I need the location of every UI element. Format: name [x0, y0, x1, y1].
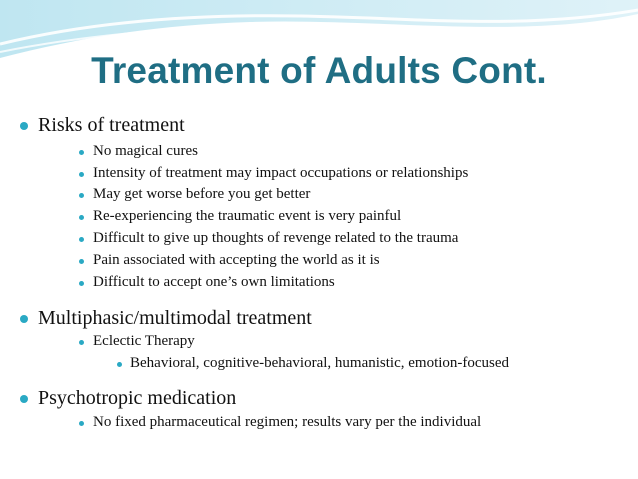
list-item [93, 143, 198, 160]
bullet-icon [20, 395, 28, 403]
list-item [93, 274, 335, 291]
section-heading-multiphasic [38, 307, 312, 330]
list-item [93, 165, 468, 182]
list-item [93, 230, 458, 247]
section-heading-risks [38, 114, 185, 137]
bullet-text: Multiphasic/multimodal treatment [38, 307, 312, 329]
bullet-icon [20, 315, 28, 323]
bullet-icon [79, 259, 84, 264]
bullet-text: Difficult to give up thoughts of revenge related to the trauma [93, 230, 459, 246]
bullet-icon [79, 150, 84, 155]
list-item [93, 186, 310, 203]
bullet-icon [20, 122, 28, 130]
bullet-text: Behavioral, cognitive-behavioral, humanistic, emotion-focused [130, 355, 510, 371]
bullet-icon [79, 421, 84, 426]
bullet-text: May get worse before you get better [93, 186, 311, 202]
bullet-icon [79, 193, 84, 198]
bullet-text: No fixed pharmaceutical regimen; results vary per the individual [93, 414, 482, 430]
slide-title: Treatment of Adults Cont. [91, 50, 547, 91]
bullet-text: No magical cures [93, 143, 198, 159]
bullet-text: Intensity of treatment may impact occupations or relationships [93, 165, 469, 181]
bullet-icon [117, 362, 122, 367]
bullet-text: Eclectic Therapy [93, 333, 195, 349]
bullet-icon [79, 172, 84, 177]
bullet-icon [79, 340, 84, 345]
bullet-icon [79, 215, 84, 220]
list-item [93, 252, 380, 269]
bullet-icon [79, 237, 84, 242]
bullet-text: Difficult to accept one’s own limitations [93, 274, 335, 290]
list-item [93, 333, 195, 350]
bullet-text: Psychotropic medication [38, 387, 237, 409]
bullet-icon [79, 281, 84, 286]
list-item [93, 414, 481, 431]
bullet-text: Pain associated with accepting the world as it is [93, 252, 380, 268]
list-item [93, 208, 401, 225]
sub-list-item [130, 355, 509, 372]
bullet-text: Risks of treatment [38, 114, 185, 136]
section-heading-psychotropic [38, 387, 236, 410]
bullet-text: Re-experiencing the traumatic event is very painful [93, 208, 402, 224]
